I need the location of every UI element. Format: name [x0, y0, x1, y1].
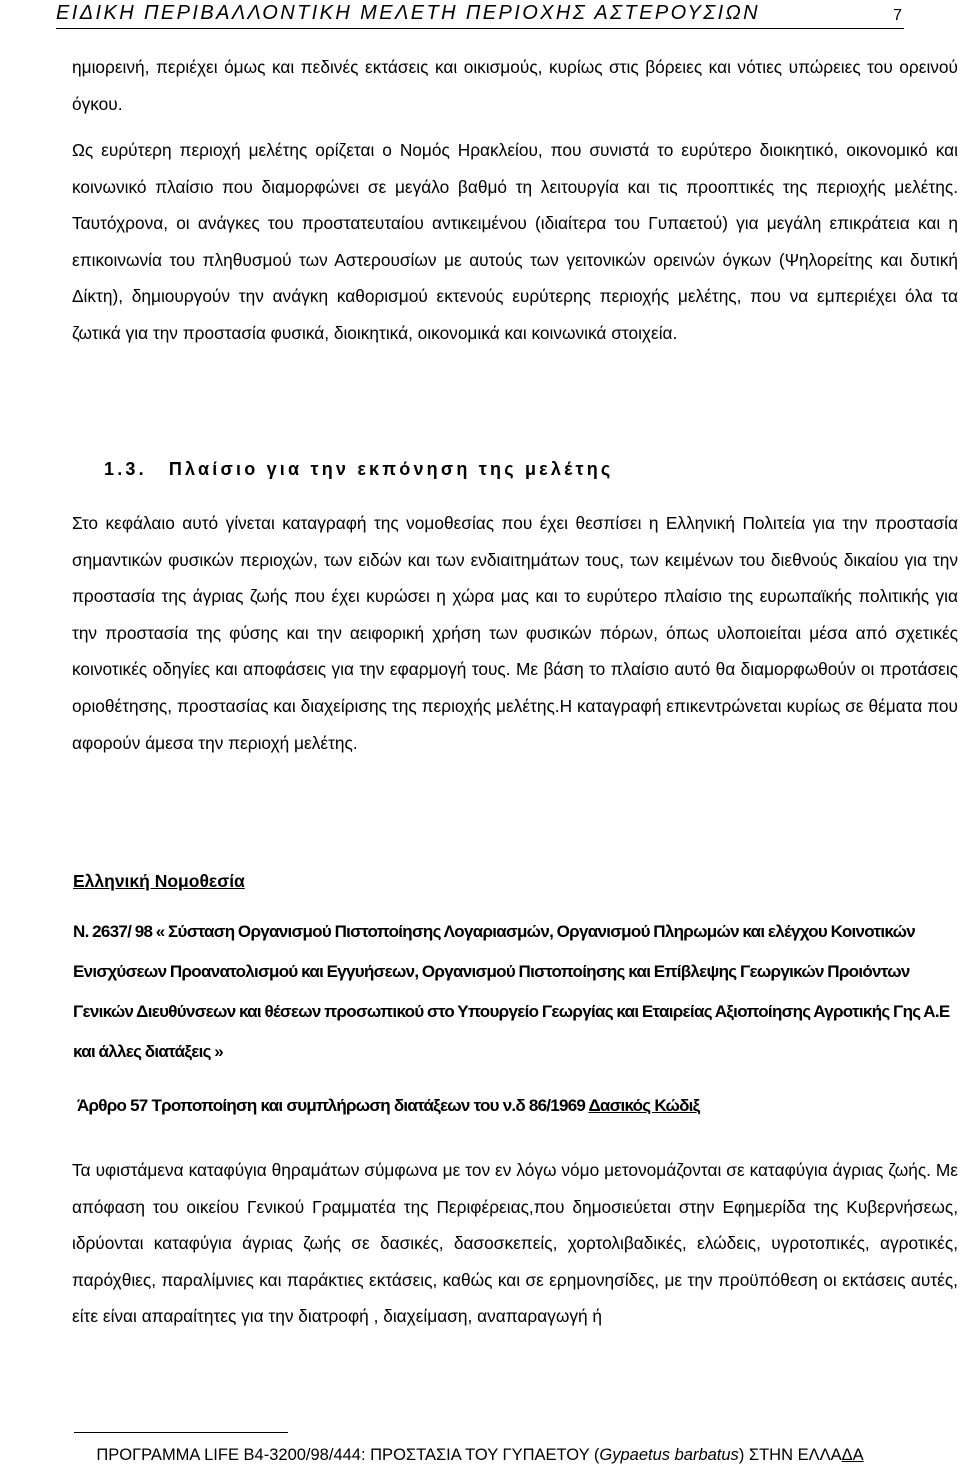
page-header: [56, 0, 904, 29]
footer-underlined: ΔΑ: [841, 1446, 864, 1464]
footer-rule: [74, 1432, 288, 1433]
article-code: Δασικός Κώδιξ: [588, 1096, 700, 1115]
law-suffix: »: [210, 1042, 224, 1061]
paragraph-4: Τα υφιστάμενα καταφύγια θηραμάτων σύμφωνα με τον εν λόγω νόμο μετονομάζονται σε καταφύγια άγριας ζωής. Με απόφαση του οικείου Γενικού Γραμματέα της Περιφέρειας,που δημοσιεύεται στην Εφημερίδα της Κυβερνήσεως, ιδρύονται καταφύγια άγριας ζωής σε δασικές, δασοσκεπείς, χορτολιβαδικές, ελώδεις, υγροτοπικές, αγροτικές, παρόχθιες, παραλίμνιες και παράκτιες εκτάσεις, καθώς και σε ερημονησίδες, με την προϋπόθεση οι εκτάσεις αυτές, είτε είναι απαραίτητες για την διατροφή , διαχείμαση, αναπαραγωγή ή: [72, 1160, 958, 1326]
law-title: [73, 912, 958, 1072]
page-number: 7: [893, 7, 902, 24]
section-number: 1.3.: [104, 459, 147, 479]
law-name: Σύσταση Οργανισμού Πιστοποίησης Λογαριασμών, Οργανισμού Πληρωμών και ελέγχου Κοινοτικών Ενισχύσεων Προανατολισμού και Εγγυήσεων, Οργανισμού Πιστοποίησης και Επίβλεψης Γεωργικών Προιόντων Γενικών Διευθύνσεων και θέσεων προσωπικού στο Υπουργείο Γεωργίας και Εταιρείας Αξιοποίησης Αγροτικής Γης Α.Ε και άλλες διατάξεις: [73, 922, 950, 1061]
footer-middle: ) ΣΤΗΝ ΕΛΛΑ: [738, 1446, 842, 1464]
page-footer: [0, 1446, 960, 1465]
article-heading: [77, 1096, 699, 1116]
subheading-greek-legislation: Ελληνική Νομοθεσία: [73, 871, 245, 891]
law-prefix: Ν. 2637/ 98 «: [73, 922, 168, 941]
footer-prefix: ΠΡΟΓΡΑΜΜΑ LIFE B4-3200/98/444: ΠΡΟΣΤΑΣΙΑ ΤΟΥ ΓΥΠΑΕΤΟΥ (: [96, 1446, 600, 1464]
section-title: Πλαίσιο για την εκπόνηση της μελέτης: [168, 459, 614, 479]
paragraph-1: ημιορεινή, περιέχει όμως και πεδινές εκτάσεις και οικισμούς, κυρίως στις βόρειες και νότιες υπώρειες του ορεινού όγκου.: [72, 57, 958, 114]
section-heading: [104, 459, 613, 480]
article-text: Άρθρο 57 Τροποποίηση και συμπλήρωση διατάξεων του ν.δ 86/1969: [77, 1096, 589, 1115]
paragraph-2: Ως ευρύτερη περιοχή μελέτης ορίζεται ο Νομός Ηρακλείου, που συνιστά το ευρύτερο διοικητικό, οικονομικό και κοινωνικό πλαίσιο που διαμορφώνει σε μεγάλο βαθμό τη λειτουργία και τις προοπτικές της περιοχής μελέτης. Ταυτόχρονα, οι ανάγκες του προστατευταίου αντικειμένου (ιδιαίτερα του Γυπαετού) για μεγάλη επικράτεια και η επικοινωνία του πληθυσμού των Αστερουσίων με αυτούς των γειτονικών ορεινών όγκων (Ψηλορείτης και δυτική Δίκτη), δημιουργούν την ανάγκη καθορισμού εκτενούς ευρύτερης περιοχής μελέτης, που να εμπεριέχει όλα τα ζωτικά για την προστασία φυσικά, διοικητικά, οικονομικά και κοινωνικά στοιχεία.: [72, 140, 958, 343]
header-title: ΕΙΔΙΚΗ ΠΕΡΙΒΑΛΛΟΝΤΙΚΗ ΜΕΛΕΤΗ ΠΕΡΙΟΧΗΣ ΑΣΤΕΡΟΥΣΙΩΝ: [56, 2, 760, 24]
paragraph-3: Στο κεφάλαιο αυτό γίνεται καταγραφή της νομοθεσίας που έχει θεσπίσει η Ελληνική Πολιτεία για την προστασία σημαντικών φυσικών περιοχών, των ειδών και των ενδιαιτημάτων τους, των κειμένων του διεθνούς δικαίου για την προστασία της άγριας ζωής που έχει κυρώσει η χώρα μας και το ευρύτερο πλαίσιο της ευρωπαϊκής πολιτικής για την προστασία της φύσης και την αειφορική χρήση των φυσικών πόρων, όπως υλοποιείται μέσα από σχετικές κοινοτικές οδηγίες και αποφάσεις για την εφαρμογή τους. Με βάση το πλαίσιο αυτό θα διαμορφωθούν οι προτάσεις οριοθέτησης, προστασίας και διαχείρισης της περιοχής μελέτης.Η καταγραφή επικεντρώνεται κυρίως σε θέματα που αφορούν άμεσα την περιοχή μελέτης.: [72, 513, 958, 753]
footer-species: Gypaetus barbatus: [599, 1446, 739, 1464]
